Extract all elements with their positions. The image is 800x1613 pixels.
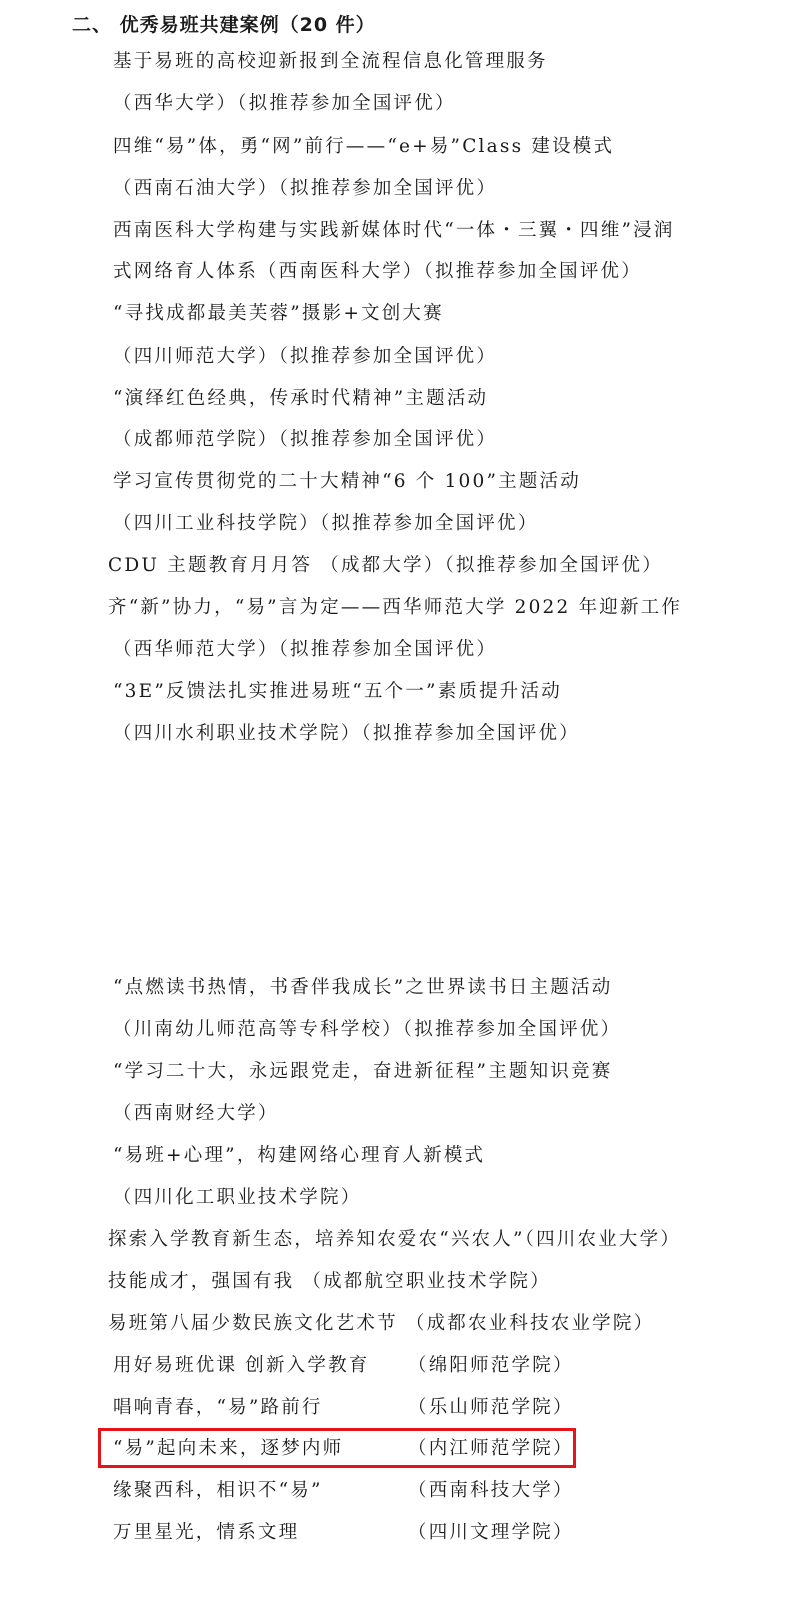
case-title-5: “演绎红色经典，传承时代精神”主题活动 bbox=[113, 388, 489, 409]
case-school-10: （川南幼儿师范高等专科学校）（拟推荐参加全国评优） bbox=[113, 1019, 622, 1040]
case-title-6: 学习宣传贯彻党的二十大精神“6 个 100”主题活动 bbox=[113, 471, 581, 492]
case-title-4: “寻找成都最美芙蓉”摄影+文创大赛 bbox=[113, 303, 444, 324]
case-title-13: 探索入学教育新生态，培养知农爱农“兴农人”（四川农业大学） bbox=[108, 1229, 681, 1250]
case-title-10: “点燃读书热情，书香伴我成长”之世界读书日主题活动 bbox=[113, 977, 613, 998]
case-title-9: “3E”反馈法扎实推进易班“五个一”素质提升活动 bbox=[113, 681, 562, 702]
case-school-6: （四川工业科技学院）（拟推荐参加全国评优） bbox=[113, 513, 539, 534]
case-title-17: 唱响青春，“易”路前行 bbox=[113, 1397, 323, 1418]
case-title-20: 万里星光，情系文理 bbox=[113, 1522, 300, 1543]
case-title-18: “易”起向未来，逐梦内师 bbox=[113, 1438, 344, 1459]
case-title-2: 四维“易”体，勇“网”前行——“e+易”Class 建设模式 bbox=[113, 136, 615, 157]
case-title-11: “学习二十大，永远跟党走，奋进新征程”主题知识竞赛 bbox=[113, 1061, 613, 1082]
highlight-box bbox=[98, 1428, 576, 1468]
case-title-19: 缘聚西科，相识不“易” bbox=[113, 1480, 323, 1501]
case-school-16: （绵阳师范学院） bbox=[408, 1355, 574, 1376]
case-title-7: CDU 主题教育月月答 （成都大学）（拟推荐参加全国评优） bbox=[108, 555, 663, 576]
case-title-16: 用好易班优课 创新入学教育 bbox=[113, 1355, 370, 1376]
case-school-4: （四川师范大学）（拟推荐参加全国评优） bbox=[113, 346, 498, 367]
case-title-3: 西南医科大学构建与实践新媒体时代“一体・三翼・四维”浸润 bbox=[113, 220, 675, 241]
case-school-17: （乐山师范学院） bbox=[408, 1397, 574, 1418]
case-school-3: 式网络育人体系（西南医科大学）（拟推荐参加全国评优） bbox=[113, 261, 642, 282]
case-school-12: （四川化工职业技术学院） bbox=[113, 1187, 362, 1208]
case-school-8: （西华师范大学）（拟推荐参加全国评优） bbox=[113, 639, 498, 660]
case-school-19: （西南科技大学） bbox=[408, 1480, 574, 1501]
case-school-20: （四川文理学院） bbox=[408, 1522, 574, 1543]
case-title-12: “易班+心理”，构建网络心理育人新模式 bbox=[113, 1145, 486, 1166]
case-title-1: 基于易班的高校迎新报到全流程信息化管理服务 bbox=[113, 51, 548, 72]
case-school-1: （西华大学）（拟推荐参加全国评优） bbox=[113, 93, 456, 114]
case-title-14: 技能成才，强国有我 （成都航空职业技术学院） bbox=[108, 1271, 551, 1292]
section-heading: 二、 优秀易班共建案例（20 件） bbox=[72, 14, 376, 36]
case-school-9: （四川水利职业技术学院）（拟推荐参加全国评优） bbox=[113, 723, 580, 744]
case-school-2: （西南石油大学）（拟推荐参加全国评优） bbox=[113, 178, 498, 199]
case-title-8: 齐“新”协力，“易”言为定——西华师范大学 2022 年迎新工作 bbox=[108, 597, 683, 618]
case-title-15: 易班第八届少数民族文化艺术节 （成都农业科技农业学院） bbox=[108, 1313, 655, 1334]
case-school-11: （西南财经大学） bbox=[113, 1103, 279, 1124]
case-school-18: （内江师范学院） bbox=[408, 1438, 574, 1459]
case-school-5: （成都师范学院）（拟推荐参加全国评优） bbox=[113, 429, 498, 450]
